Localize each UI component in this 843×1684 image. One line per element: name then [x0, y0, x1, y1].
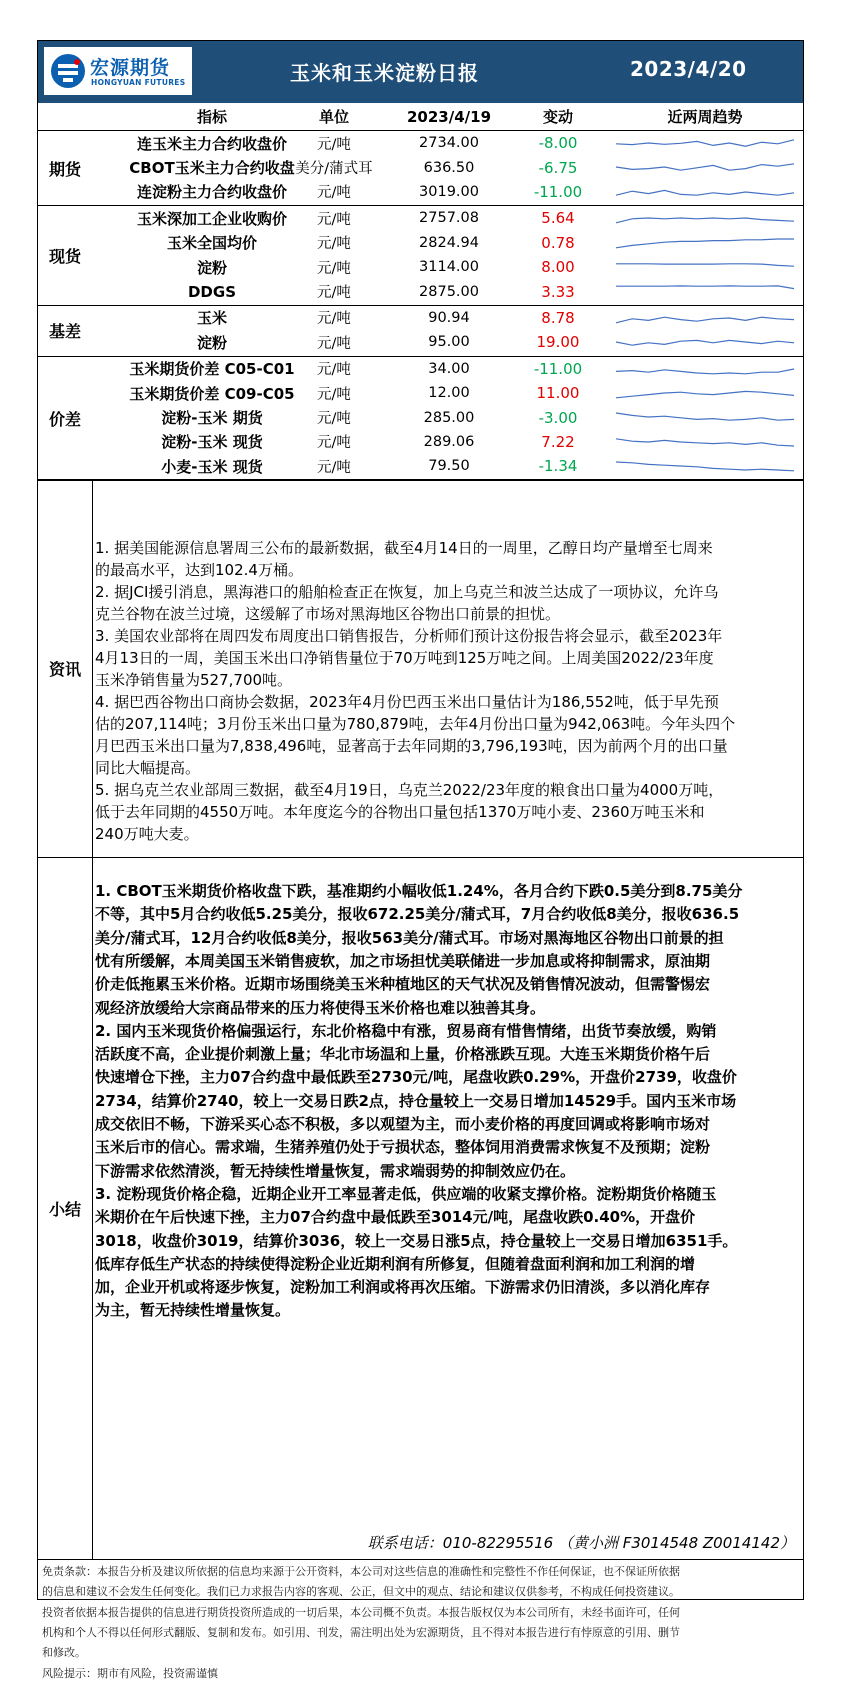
- indicator-change: -1.34: [538, 457, 578, 476]
- summary-line: 快速增仓下挫，主力07合约盘中最低跌至2730元/吨，尾盘收跌0.29%，开盘价2739，收盘价: [95, 1068, 737, 1087]
- summary-line: 米期价在午后快速下挫，主力07合约盘中最低跌至3014元/吨，尾盘收跌0.40%，开盘价: [95, 1208, 696, 1227]
- indicator-value: 34.00: [428, 360, 470, 377]
- report-page: [37, 40, 804, 1680]
- news-line: 玉米净销售量为527,700吨。: [95, 671, 293, 689]
- news-line: 4. 据巴西谷物出口商协会数据，2023年4月份巴西玉米出口量估计为186,552吨，低于早先预: [95, 693, 719, 711]
- summary-line: 2734，结算价2740，较上一交易日跌2点，持仓量较上一交易日增加14529手。国内玉米市场: [95, 1091, 737, 1110]
- table-row: [38, 357, 803, 381]
- summary-line: 忧有所缓解，本周美国玉米销售疲软，加之市场担忧美联储进一步加息或将抑制需求，原油期: [95, 951, 711, 970]
- table-group: [38, 357, 803, 481]
- indicator-value: 90.94: [428, 309, 470, 326]
- table-row: [38, 155, 803, 179]
- contact-phone: 联系电话：010-82295516 （黄小洲 F3014548 Z0014142）: [367, 1534, 795, 1552]
- indicator-unit: 元/吨: [317, 435, 351, 452]
- trend-line: [616, 218, 794, 223]
- table-group: [38, 206, 803, 306]
- news-line: 同比大幅提高。: [95, 759, 201, 777]
- indicator-change: 0.78: [541, 233, 575, 252]
- table-row: [38, 231, 803, 255]
- table-group: [38, 131, 803, 206]
- news-line: 的最高水平，达到102.4万桶。: [95, 561, 303, 579]
- table-row: [38, 131, 803, 155]
- column-header-change: 变动: [542, 108, 573, 126]
- indicator-unit: 元/吨: [317, 136, 351, 153]
- news-section-label: 资讯: [48, 660, 81, 679]
- news-line: 估的207,114吨；3月份玉米出口量为780,879吨，去年4月份出口量为942,063吨。今年头四个: [95, 715, 736, 733]
- table-row: [38, 405, 803, 429]
- indicator-value: 95.00: [428, 334, 470, 351]
- indicator-name: 淀粉-玉米 期货: [161, 409, 263, 428]
- group-label: 基差: [48, 322, 81, 342]
- indicator-value: 3019.00: [419, 183, 479, 200]
- indicator-name: 淀粉: [196, 333, 227, 352]
- indicator-change: 11.00: [536, 384, 580, 403]
- news-line: 4月13日的一周，美国玉米出口净销售量位于70万吨到125万吨之间。上周美国2022/23年度: [95, 649, 714, 667]
- group-label: 现货: [48, 246, 81, 266]
- news-line: 1. 据美国能源信息署周三公布的最新数据，截至4月14日的一周里，乙醇日均产量增至七周来: [95, 539, 713, 557]
- indicator-unit: 元/吨: [317, 311, 351, 328]
- report-date: 2023/4/20: [630, 57, 747, 81]
- news-line: 5. 据乌克兰农业部周三数据，截至4月19日，乌克兰2022/23年度的粮食出口量为4000万吨，: [95, 781, 724, 799]
- trend-sparkline: [612, 133, 798, 153]
- trend-sparkline: [612, 208, 798, 228]
- news-line: 月巴西玉米出口量为7,838,496吨，显著高于去年同期的3,796,193吨，因为前两个月的出口量: [95, 737, 728, 755]
- trend-line: [616, 239, 794, 248]
- summary-line: 1. CBOT玉米期货价格收盘下跌，基准期约小幅收低1.24%，各月合约下跌0.5美分到8.75美分: [95, 882, 743, 900]
- news-line: 克兰谷物在波兰过境，这缓解了市场对黑海地区谷物出口前景的担忧。: [95, 605, 561, 623]
- news-line: 2. 据JCI援引消息，黑海港口的船舶检查正在恢复，加上乌克兰和波兰达成了一项协议，允许乌: [95, 583, 719, 601]
- trend-line: [616, 369, 794, 374]
- table-row: [38, 180, 803, 204]
- indicator-change: -3.00: [538, 408, 578, 427]
- group-label: 价差: [48, 409, 81, 429]
- trend-line: [616, 341, 794, 346]
- disclaimer-line: 的信息和建议不会发生任何变化。我们已力求报告内容的客观、公正，但文中的观点、结论和建议仅供参考，不构成任何投资建议。: [42, 1585, 680, 1599]
- indicator-unit: 元/吨: [317, 211, 351, 228]
- summary-line: 3018，收盘价3019，结算价3036，较上一交易日涨5点，持仓量较上一交易日增加6351手。: [95, 1231, 738, 1250]
- summary-line: 价走低拖累玉米价格。近期市场围绕美玉米种植地区的天气状况及销售情况波动，但需警惕宏: [95, 975, 711, 994]
- table-row: [38, 454, 803, 478]
- indicator-change: -6.75: [538, 158, 578, 177]
- table-row: [38, 330, 803, 354]
- indicator-value: 79.50: [428, 458, 470, 475]
- news-line: 低于去年同期的4550万吨。本年度迄今的谷物出口量包括1370万吨小麦、2360万吨玉米和: [95, 803, 705, 821]
- summary-section-label: 小结: [48, 1200, 81, 1219]
- disclaimer-line: 机构和个人不得以任何形式翻版、复制和发布。如引用、刊发，需注明出处为宏源期货，且不得对本报告进行有悖原意的引用、删节: [42, 1625, 680, 1639]
- disclaimer-line: 投资者依据本报告提供的信息进行期货投资所造成的一切后果，本公司概不负责。本报告版权仅为本公司所有，未经书面许可，任何: [42, 1605, 680, 1619]
- report-header: [38, 41, 803, 103]
- trend-sparkline: [612, 432, 798, 452]
- trend-sparkline: [612, 182, 798, 202]
- indicator-change: -11.00: [533, 182, 583, 201]
- indicator-name: 玉米全国均价: [166, 234, 257, 253]
- summary-line: 加，企业开机或将逐步恢复，淀粉加工利润或将再次压缩。下游需求仍旧清淡，多以消化库存: [95, 1278, 711, 1297]
- table-group: [38, 306, 803, 357]
- news-line: 3. 美国农业部将在周四发布周度出口销售报告，分析师们预计这份报告将会显示，截至2023年: [95, 627, 723, 645]
- indicator-unit: 元/吨: [317, 285, 351, 302]
- indicator-unit: 元/吨: [317, 260, 351, 277]
- company-logo: [44, 47, 192, 95]
- indicator-value: 12.00: [428, 385, 470, 402]
- indicator-value: 289.06: [423, 433, 475, 450]
- indicator-change: 5.64: [541, 209, 575, 228]
- trend-line: [616, 413, 794, 420]
- indicator-change: -11.00: [533, 359, 583, 378]
- table-body: [38, 131, 803, 481]
- trend-sparkline: [612, 332, 798, 352]
- indicator-name: 淀粉: [196, 258, 227, 277]
- trend-sparkline: [612, 257, 798, 277]
- summary-line: 不等，其中5月合约收低5.25美分，报收672.25美分/蒲式耳，7月合约收低8美分，报收636.5: [95, 905, 740, 924]
- trend-line: [616, 286, 794, 289]
- summary-line: 成交依旧不畅，下游采买心态不积极，多以观望为主，而小麦价格的再度回调或将影响市场对: [95, 1115, 711, 1133]
- table-row: [38, 430, 803, 454]
- news-body: [92, 480, 803, 857]
- news-line: 240万吨大麦。: [95, 825, 199, 843]
- table-row: [38, 279, 803, 303]
- indicator-change: 8.78: [541, 308, 575, 327]
- news-section: [38, 479, 803, 857]
- column-header-unit: 单位: [318, 108, 349, 126]
- indicator-name: 玉米深加工企业收购价: [136, 209, 287, 228]
- report-title: 玉米和玉米淀粉日报: [290, 61, 479, 85]
- summary-line: 2. 国内玉米现货价格偏强运行，东北价格稳中有涨，贸易商有惜售情绪，出货节奏放缓，购销: [95, 1021, 717, 1040]
- summary-body: [92, 858, 803, 1559]
- table-row: [38, 255, 803, 279]
- indicator-unit: 元/吨: [317, 335, 351, 352]
- trend-line: [616, 140, 794, 146]
- table-row: [38, 306, 803, 330]
- trend-sparkline: [612, 233, 798, 253]
- trend-line: [616, 190, 794, 195]
- trend-sparkline: [612, 308, 798, 328]
- indicator-change: 3.33: [541, 282, 575, 301]
- table-row: [38, 206, 803, 230]
- indicator-value: 636.50: [423, 159, 475, 176]
- column-header-indicator: 指标: [196, 108, 227, 126]
- summary-section: [38, 857, 803, 1559]
- logo-english-name: HONGYUAN FUTURES: [91, 78, 186, 87]
- indicator-name: DDGS: [187, 282, 237, 301]
- indicator-value: 2875.00: [419, 283, 479, 300]
- logo-chinese-name: 宏源期货: [90, 57, 171, 79]
- indicator-value: 2757.08: [419, 210, 479, 227]
- indicator-unit: 元/吨: [317, 185, 351, 202]
- indicator-unit: 元/吨: [317, 411, 351, 428]
- table-row: [38, 381, 803, 405]
- disclaimer-divider: [38, 1559, 803, 1560]
- summary-line: 低库存低生产状态的持续使得淀粉企业近期利润有所修复，但随着盘面利润和加工利润的增: [95, 1254, 696, 1273]
- disclaimer-line: 免责条款：本报告分析及建议所依据的信息均来源于公开资料，本公司对这些信息的准确性和完整性不作任何保证，也不保证所依据: [42, 1565, 680, 1578]
- trend-line: [616, 264, 794, 266]
- group-label: 期货: [48, 159, 81, 179]
- indicator-name: 玉米期货价差 C05-C01: [129, 360, 295, 379]
- trend-line: [616, 164, 794, 170]
- disclaimer-line: 和修改。: [42, 1646, 86, 1660]
- summary-line: 美分/蒲式耳，12月合约收低8美分，报收563美分/蒲式耳。市场对黑海地区谷物出口前景的担: [95, 928, 724, 947]
- trend-sparkline: [612, 383, 798, 403]
- table-header-row: [38, 103, 803, 131]
- indicator-change: -8.00: [538, 134, 578, 153]
- indicator-name: 小麦-玉米 现货: [161, 457, 263, 476]
- indicator-unit: 元/吨: [317, 386, 351, 403]
- trend-line: [616, 439, 794, 446]
- hongyuan-logo-icon: [50, 53, 86, 89]
- indicator-name: 玉米: [196, 309, 227, 328]
- indicator-name: 连淀粉主力合约收盘价: [136, 183, 287, 202]
- indicator-unit: 美分/蒲式耳: [295, 161, 373, 178]
- indicator-unit: 元/吨: [317, 236, 351, 253]
- trend-line: [616, 462, 794, 471]
- trend-sparkline: [612, 456, 798, 476]
- column-header-date: 2023/4/19: [406, 107, 492, 126]
- indicator-value: 2734.00: [419, 135, 479, 152]
- trend-line: [616, 391, 794, 397]
- trend-sparkline: [612, 281, 798, 301]
- column-header-trend: 近两周趋势: [667, 108, 743, 126]
- indicator-unit: 元/吨: [317, 459, 351, 476]
- indicator-value: 2824.94: [419, 234, 479, 251]
- indicator-name: 淀粉-玉米 现货: [161, 433, 263, 452]
- indicator-name: 连玉米主力合约收盘价: [136, 134, 287, 153]
- trend-sparkline: [612, 157, 798, 177]
- summary-line: 玉米后市的信心。需求端，生猪养殖仍处于亏损状态，整体饲用消费需求恢复不及预期；淀粉: [95, 1138, 711, 1157]
- trend-line: [616, 317, 794, 323]
- indicator-name: 玉米期货价差 C09-C05: [129, 384, 295, 403]
- indicator-name: CBOT玉米主力合约收盘: [129, 159, 295, 178]
- summary-line: 下游需求依然清淡，暂无持续性增量恢复，需求端弱势的抑制效应仍在。: [95, 1161, 576, 1180]
- indicator-value: 3114.00: [419, 259, 479, 276]
- indicator-value: 285.00: [423, 409, 475, 426]
- trend-sparkline: [612, 359, 798, 379]
- indicator-unit: 元/吨: [317, 362, 351, 379]
- summary-line: 活跃度不高，企业提价刺激上量；华北市场温和上量，价格涨跌互现。大连玉米期货价格午后: [95, 1045, 711, 1064]
- disclaimer-line: 风险提示：期市有风险，投资需谨慎: [42, 1666, 218, 1680]
- indicator-change: 7.22: [541, 432, 575, 451]
- indicator-change: 8.00: [541, 258, 575, 277]
- indicator-table: [38, 103, 803, 481]
- trend-sparkline: [612, 407, 798, 427]
- summary-line: 3. 淀粉现货价格企稳，近期企业开工率显著走低，供应端的收紧支撑价格。淀粉期货价格随玉: [95, 1184, 717, 1203]
- summary-line: 观经济放缓给大宗商品带来的压力将使得玉米价格也难以独善其身。: [95, 998, 546, 1017]
- indicator-change: 19.00: [536, 333, 580, 352]
- summary-line: 为主，暂无持续性增量恢复。: [95, 1301, 291, 1320]
